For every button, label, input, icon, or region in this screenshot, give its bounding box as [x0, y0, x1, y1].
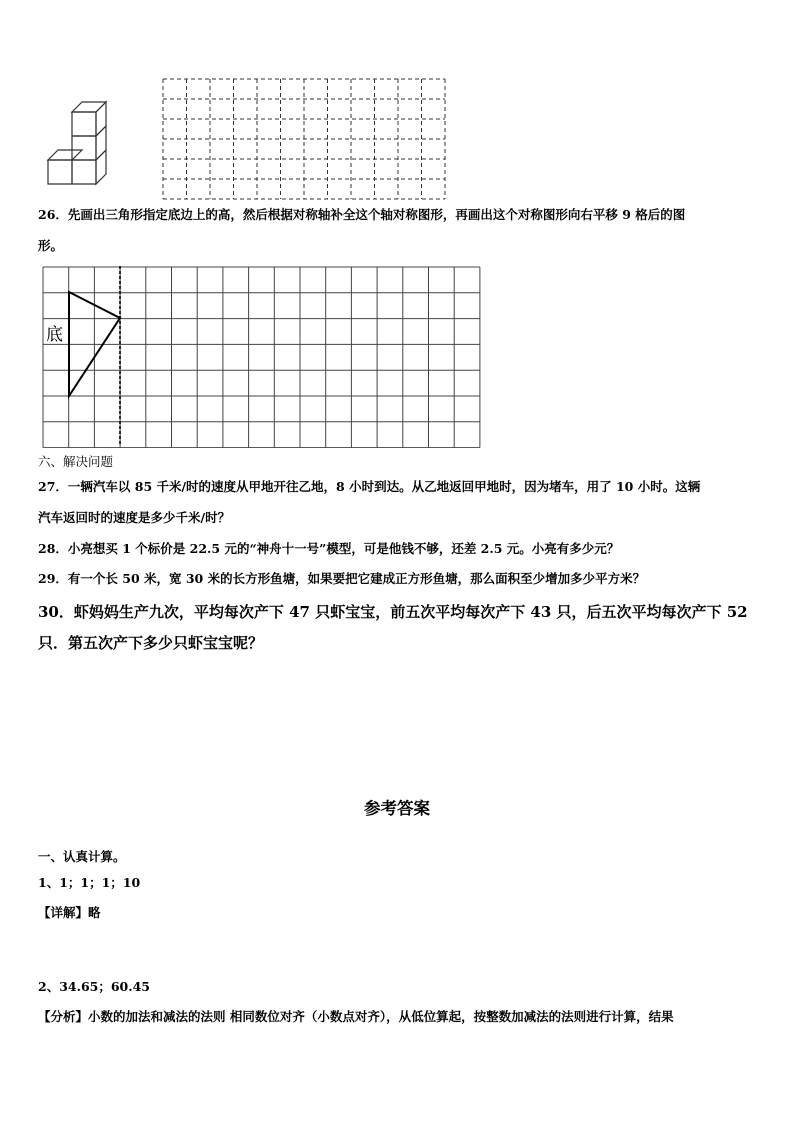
question-30-line1: 30．虾妈妈生产九次，平均每次产下 47 只虾宝宝，前五次平均每次产下 43 只，后五次平均每次产下 52 — [38, 603, 748, 621]
answers-title: 参考答案 — [364, 799, 430, 818]
question-28: 28．小亮想买 1 个标价是 22.5 元的“神舟十一号”模型，可是他钱不够，还差 2.5 元。小亮有多少元？ — [38, 541, 620, 556]
question-29: 29．有一个长 50 米，宽 30 米的长方形鱼塘，如果要把它建成正方形鱼塘，那么面积至少增加多少平方米？ — [38, 571, 646, 586]
answer-2: 2、34.65；60.45 — [38, 979, 150, 994]
question-27-line2: 汽车返回时的速度是多少千米/时？ — [38, 510, 231, 525]
question-30-line2: 只．第五次产下多少只虾宝宝呢？ — [38, 634, 264, 652]
question-26-line2: 形。 — [38, 238, 64, 253]
answer-2-analysis: 【分析】小数的加法和减法的法则 相同数位对齐（小数点对齐），从低位算起，按整数加减法的法则进行计算，结果 — [38, 1009, 674, 1024]
answer-1-detail: 【详解】略 — [38, 905, 101, 920]
answer-1: 1、1；1；1；10 — [38, 875, 141, 890]
section-6-heading: 六、解决问题 — [38, 454, 114, 469]
dashed-grid — [162, 78, 448, 200]
answers-section-1: 一、认真计算。 — [38, 849, 126, 864]
cube-stack-figure — [44, 94, 114, 188]
question-27-line1: 27．一辆汽车以 85 千米/时的速度从甲地开往乙地，8 小时到达。从乙地返回甲地时，因为堵车，用了 10 小时。这辆 — [38, 479, 701, 494]
question-26-line1: 26．先画出三角形指定底边上的高，然后根据对称轴补全这个轴对称图形，再画出这个对称图形向右平移 9 格后的图 — [38, 207, 686, 222]
base-label: 底 — [46, 325, 63, 345]
triangle-grid — [42, 266, 482, 448]
